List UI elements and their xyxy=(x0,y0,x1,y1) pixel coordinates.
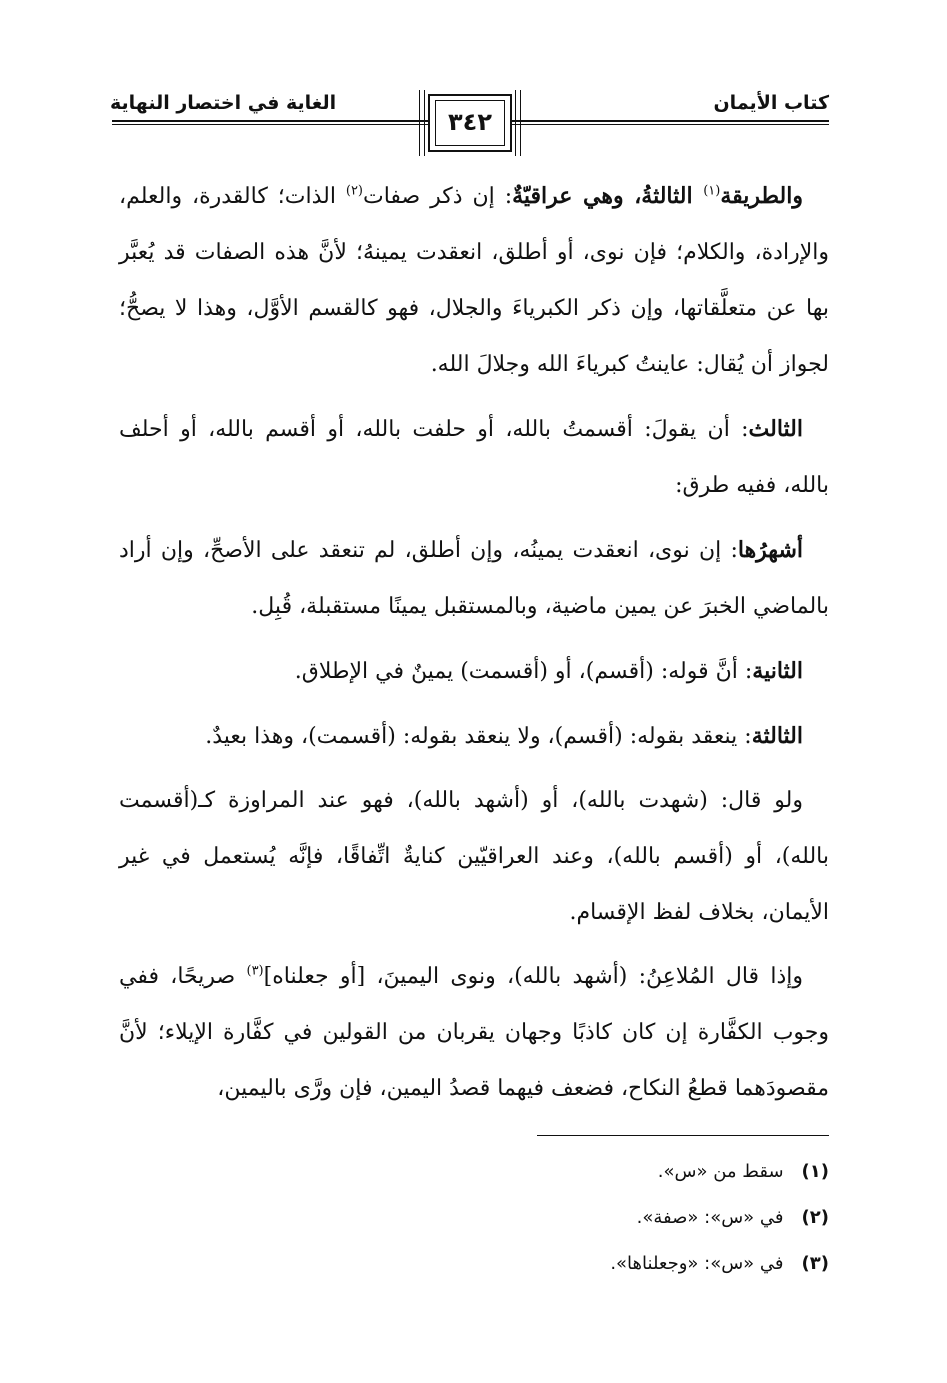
paragraph-7: وإذا قال المُلاعِنُ: (أشهد بالله)، ونوى اليمينَ، [أو جعلناه]$^{(٣)}$ صريحًا، ففي وجوب الكفَّارة إن كان كاذبًا وجهان يقربان من القولين في كفَّارة الإيلاء؛ لأنَّ مقصودَهما قطعُ النكاح، فضعف فيهما قصدُ اليمين، فإن ورَّى باليمين، xyxy=(119,963,829,1101)
chapter-title: كتاب الأيمان xyxy=(713,92,829,114)
footnote-ref-1: (١) xyxy=(703,183,721,199)
footnote-text: في «س»: «وجعلناها». xyxy=(610,1252,784,1274)
footnote-1 xyxy=(329,1148,829,1194)
paragraph-3: أشهرُها: إن نوى، انعقدت يمينُه، وإن أطلق، لم تنعقد على الأصحِّ، وإن أراد بالماضي الخبرَ عن يمين ماضية، وبالمستقبل يمينًا مستقبلة، قُبِل. xyxy=(119,537,829,619)
page-number: ٣٤٢ xyxy=(448,108,492,136)
footnote-text: في «س»: «صفة». xyxy=(636,1206,784,1228)
frame-ornament-right xyxy=(515,90,521,156)
footnote-ref-3: (٣) xyxy=(246,963,264,979)
page-number-frame xyxy=(428,94,512,152)
footnote-3 xyxy=(329,1240,829,1286)
footnote-ref-2: (٢) xyxy=(345,183,363,199)
footnote-text: سقط من «س». xyxy=(657,1160,784,1182)
paragraph-1: والطريقة$^{(١)}$ الثالثةُ، وهي عراقيّةٌ: إن ذكر صفات$^{(٢)}$ الذات؛ كالقدرة، والعلم، والإرادة، والكلام؛ فإن نوى، أو أطلق، انعقدت يمينهُ؛ لأنَّ هذه الصفات قد يُعبَّر بها عن متعلَّقاتها، وإن ذكر الكبرياءَ والجلال، فهو كالقسم الأوَّل، وهذا لا يصحُّ؛ لجواز أن يُقال: عاينتُ كبرياءَ الله وجلالَ الله. xyxy=(119,183,829,377)
footnote-separator xyxy=(537,1135,829,1136)
paragraph-5: الثالثة: ينعقد بقوله: (أقسم)، ولا ينعقد بقوله: (أقسمت)، وهذا بعيدٌ. xyxy=(205,723,803,749)
main-text xyxy=(119,168,829,1125)
term-bold: الثالثةُ، وهي عراقيّةٌ xyxy=(512,183,704,209)
term-bold: الثانية xyxy=(752,658,803,684)
term-bold: الثالث xyxy=(748,416,803,442)
term-bold: والطريقة xyxy=(720,183,803,209)
frame-ornament-left xyxy=(419,90,425,156)
footnote-number: (١) xyxy=(801,1160,829,1182)
paragraph-4: الثانية: أنَّ قوله: (أقسم)، أو (أقسمت) يمينٌ في الإطلاق. xyxy=(294,658,803,684)
book-title: الغاية في اختصار النهاية xyxy=(110,92,337,114)
paragraph-2: الثالث: أن يقولَ: أقسمتُ بالله، أو حلفت بالله، أو أقسم بالله، أو أحلف بالله، ففيه طرق: xyxy=(119,416,829,498)
footnotes xyxy=(329,1148,829,1286)
term-bold: الثالثة xyxy=(751,723,803,749)
paragraph-6: ولو قال: (شهدت بالله)، أو (أشهد بالله)، فهو عند المراوزة كـ(أقسمت بالله)، أو (أقسم بالله)، وعند العراقيّين كنايةٌ اتِّفاقًا، فإنَّه يُستعمل في غير الأيمان، بخلاف لفظ الإقسام. xyxy=(119,788,829,925)
term-bold: أشهرُها xyxy=(737,537,803,563)
footnote-2 xyxy=(329,1194,829,1240)
footnote-number: (٢) xyxy=(801,1206,829,1228)
footnote-number: (٣) xyxy=(801,1252,829,1274)
